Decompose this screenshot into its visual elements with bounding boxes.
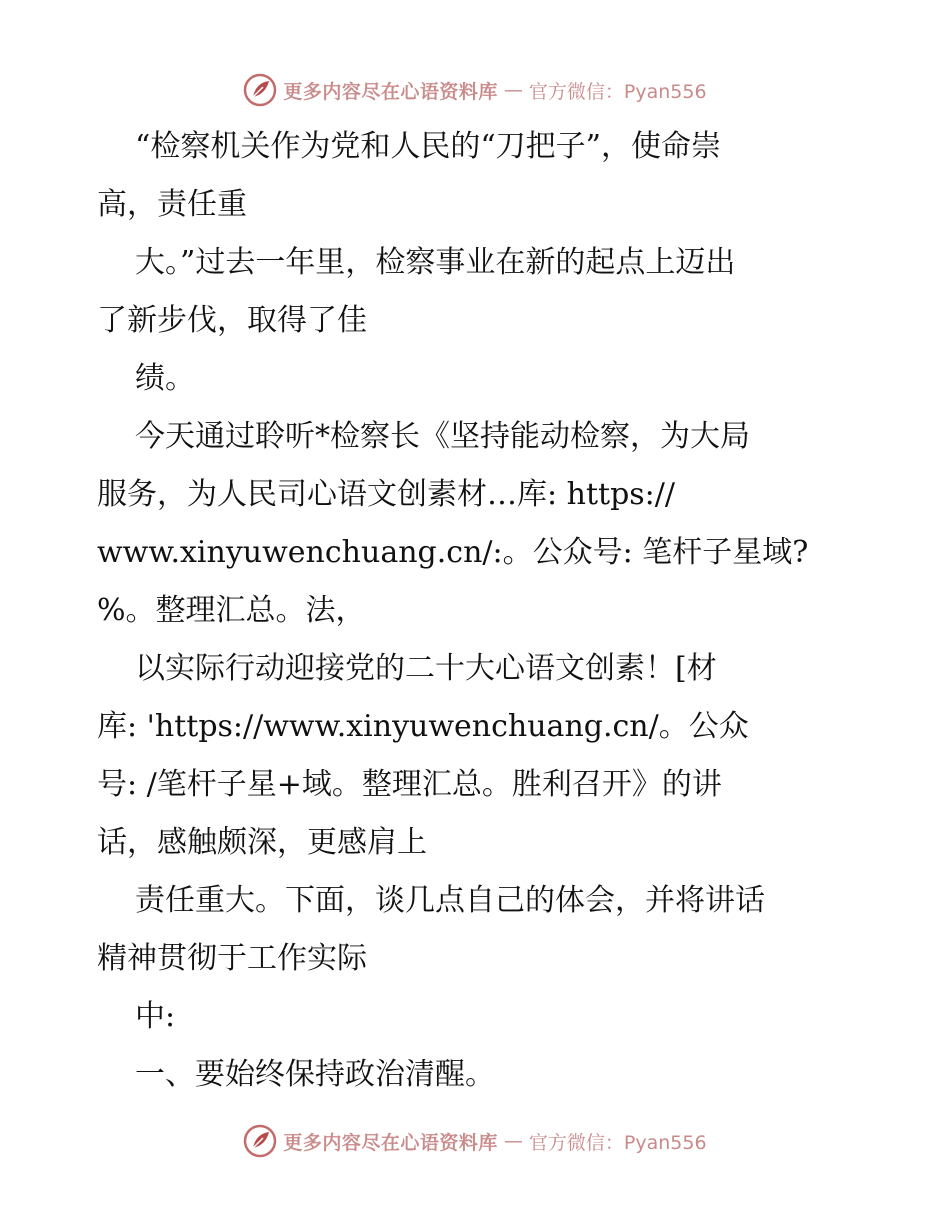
text-line: 号: /笔杆子星+域。整理汇总。胜利召开》的讲 — [97, 767, 722, 802]
watermark-brand: 更多内容尽在心语资料库 — [283, 1131, 498, 1154]
section-heading: 一、要始终保持政治清醒。 — [135, 1057, 495, 1092]
text-line: 精神贯彻于工作实际 — [97, 941, 367, 976]
text-line: 中: — [135, 999, 176, 1034]
watermark-brand: 更多内容尽在心语资料库 — [283, 80, 498, 103]
footer-watermark — [0, 1121, 950, 1161]
text-line: 服务，为人民司心语文创素材…库: https:// — [97, 477, 675, 512]
watermark-dash: — — [503, 79, 523, 101]
text-line: 绩。 — [135, 361, 195, 396]
text-line: 以实际行动迎接党的二十大心语文创素！[材 — [135, 651, 717, 686]
text-line: 话，感触颇深，更感肩上 — [97, 825, 427, 860]
text-line: 高，责任重 — [97, 187, 247, 222]
text-line: 今天通过聆听*检察长《坚持能动检察，为大局 — [135, 419, 750, 454]
watermark-contact: 官方微信：Pyan556 — [528, 80, 707, 103]
text-line: www.xinyuwenchuang.cn/:。公众号: 笔杆子星域? — [97, 535, 809, 570]
text-line: 了新步伐，取得了佳 — [97, 303, 367, 338]
header-watermark — [0, 70, 950, 110]
text-line: 库: 'https://www.xinyuwenchuang.cn/。公众 — [97, 709, 749, 744]
text-line: %。整理汇总。法， — [97, 593, 366, 628]
leaf-badge-icon — [243, 1124, 277, 1158]
watermark-dash: — — [503, 1130, 523, 1152]
leaf-badge-icon — [243, 73, 277, 107]
text-line: 责任重大。下面，谈几点自己的体会，并将讲话 — [135, 883, 765, 918]
text-line: “检察机关作为党和人民的“刀把子”，使命崇 — [135, 129, 722, 164]
document-body — [97, 118, 857, 1104]
text-line: 大。”过去一年里，检察事业在新的起点上迈出 — [135, 245, 736, 280]
watermark-contact: 官方微信：Pyan556 — [528, 1131, 707, 1154]
